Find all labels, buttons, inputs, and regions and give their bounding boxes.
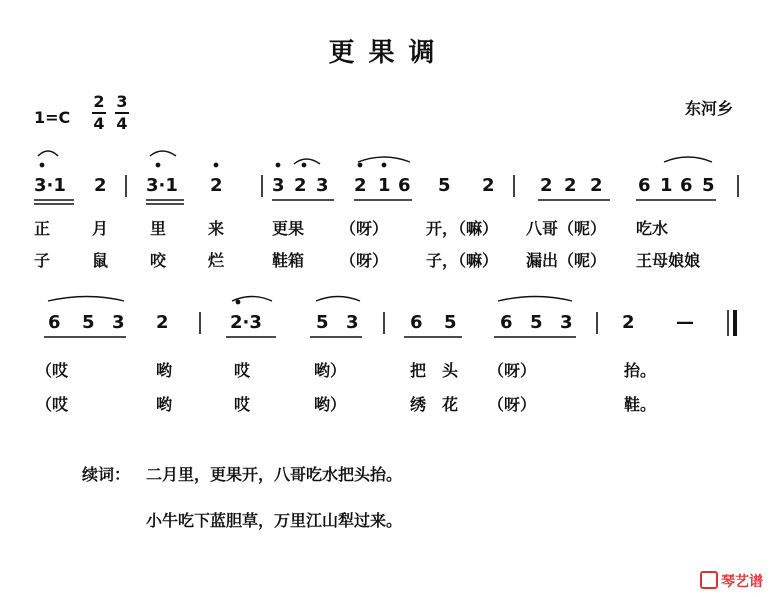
note-staff1-19: 5 (702, 175, 715, 196)
lyric-line1-4: 来 (208, 219, 225, 238)
note-staff1-10: 6 (398, 175, 411, 196)
lyric-line3-5: 把 (410, 361, 427, 380)
lyric-line2-2: 鼠 (92, 251, 109, 270)
note-staff2-3: 3 (112, 312, 125, 333)
lyric-line1-7: 开，（嘛） (426, 219, 499, 238)
time-signature-bottom: 4 (116, 114, 128, 133)
lyric-line1-1: 正 (34, 219, 51, 238)
note-staff2-8: 6 (410, 312, 423, 333)
lyric-line4-4: 哟） (314, 395, 347, 414)
note-staff2-11: 5 (530, 312, 543, 333)
staff-1-octave-dots (40, 163, 385, 166)
lyric-line3-6: 头 (442, 361, 459, 380)
lyric-line2-9: 王母娘娘 (636, 251, 701, 270)
note-staff1-13: 2 (540, 175, 553, 196)
note-staff1-16: 6 (638, 175, 651, 196)
note-staff1-2: 2 (94, 175, 107, 196)
lyric-line4-3: 哎 (234, 395, 251, 414)
note-staff1-12: 2 (482, 175, 495, 196)
lyric-line4-1: （哎 (36, 395, 69, 414)
watermark-logo-icon (700, 571, 718, 589)
note-staff1-8: 2 (354, 175, 367, 196)
note-staff1-9: 1 (378, 175, 391, 196)
lyric-line2-7: 子，（嘛） (426, 251, 499, 270)
staff-1-underlines (34, 200, 716, 204)
lyric-line2-4: 烂 (208, 251, 225, 270)
lyric-line3-7: （呀） (488, 361, 537, 380)
lyric-line1-5: 更果 (272, 219, 305, 238)
note-staff2-13: 2 (622, 312, 635, 333)
lyric-line3-1: （哎 (36, 361, 69, 380)
lyric-line4-7: （呀） (488, 395, 537, 414)
note-staff1-7: 3 (316, 175, 329, 196)
note-staff2-4: 2 (156, 312, 169, 333)
watermark-text: 琴艺谱 (721, 574, 763, 590)
continuation-line-1: 二月里，更果开，八哥吃水把头抬。 (146, 465, 403, 484)
staff-1-slurs (38, 151, 712, 164)
time-signature-bottom: 4 (93, 114, 105, 133)
note-staff2-7: 3 (346, 312, 359, 333)
lyric-line3-3: 哎 (234, 361, 251, 380)
lyric-line2-8: 漏出（呢） (526, 251, 607, 270)
lyric-line3-8: 抬。 (624, 361, 657, 380)
lyric-line1-6: （呀） (340, 219, 389, 238)
note-staff1-15: 2 (590, 175, 603, 196)
continuation-label: 续词： (82, 465, 131, 484)
staff-2-octave-dots (236, 300, 239, 303)
note-staff2-5: 2·3 (230, 312, 262, 333)
lyric-line4-5: 绣 (410, 395, 427, 414)
lyric-line1-8: 八哥（呢） (526, 219, 607, 238)
lyric-line2-6: （呀） (340, 251, 389, 270)
note-staff1-6: 2 (294, 175, 307, 196)
note-staff2-9: 5 (444, 312, 457, 333)
note-staff1-5: 3 (272, 175, 285, 196)
lyric-line1-9: 吃水 (636, 219, 669, 238)
note-staff1-1: 3·1 (34, 175, 66, 196)
song-title: 更果调 (328, 38, 449, 68)
key-signature: 1=C (34, 108, 71, 127)
lyric-line1-3: 里 (150, 219, 167, 238)
note-staff1-14: 2 (564, 175, 577, 196)
lyric-line3-4: 哟） (314, 361, 347, 380)
time-signature-top: 2 (93, 92, 105, 111)
note-staff2-14: — (676, 312, 694, 333)
region-label: 东河乡 (684, 99, 733, 118)
note-staff1-3: 3·1 (146, 175, 178, 196)
note-staff2-10: 6 (500, 312, 513, 333)
note-staff1-17: 1 (660, 175, 673, 196)
watermark (700, 571, 763, 591)
lyric-line4-2: 哟 (156, 395, 173, 414)
note-staff2-2: 5 (82, 312, 95, 333)
note-staff2-12: 3 (560, 312, 573, 333)
note-staff1-11: 5 (438, 175, 451, 196)
note-staff2-6: 5 (316, 312, 329, 333)
staff-2-barlines (200, 310, 735, 336)
lyric-line2-5: 鞋箱 (272, 251, 305, 270)
lyric-line3-2: 哟 (156, 361, 173, 380)
lyric-line4-6: 花 (442, 395, 459, 414)
lyric-line1-2: 月 (92, 219, 109, 238)
note-staff2-1: 6 (48, 312, 61, 333)
continuation-line-2: 小牛吃下蓝胆草，万里江山犁过来。 (146, 511, 403, 530)
time-signature-top: 3 (116, 92, 128, 111)
lyric-line2-3: 咬 (150, 251, 167, 270)
note-staff1-18: 6 (680, 175, 693, 196)
note-staff1-4: 2 (210, 175, 223, 196)
lyric-line2-1: 子 (34, 251, 51, 270)
staff-2-slurs (48, 297, 572, 302)
lyric-line4-8: 鞋。 (624, 395, 657, 414)
